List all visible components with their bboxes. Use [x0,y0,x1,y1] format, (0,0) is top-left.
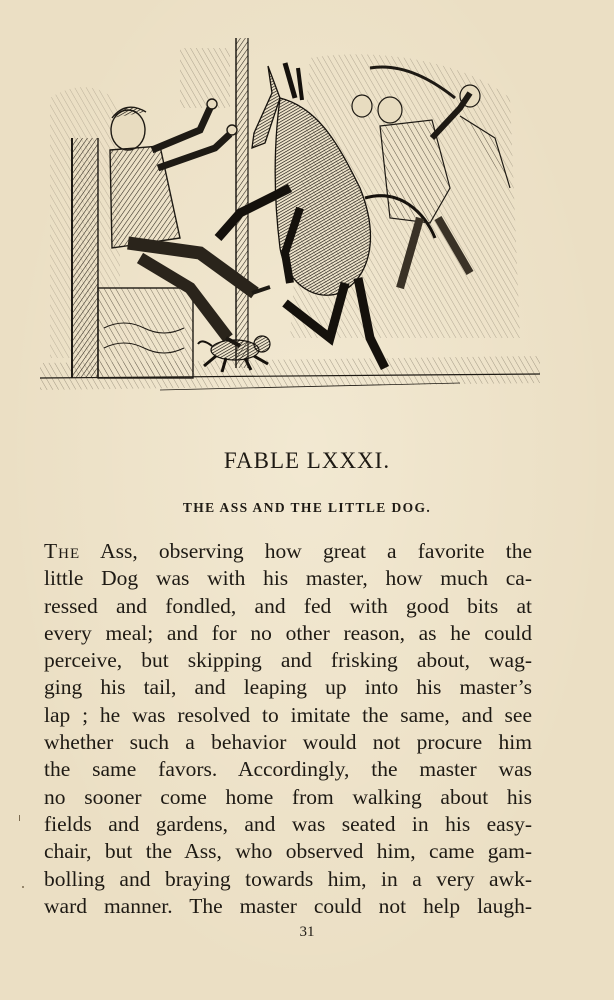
body-line: lap ; he was resolved to imitate the same, and see [44,702,532,727]
body-line: every meal; and for no other reason, as he could [44,620,532,645]
paper-speck [22,886,24,888]
body-line: perceive, but skipping and frisking about, wag- [44,648,532,673]
body-line: ward manner. The master could not help laugh- [44,893,532,918]
body-line: chair, but the Ass, who observed him, came gam- [44,839,532,864]
body-line [44,538,532,565]
fable-illustration [40,38,540,398]
body-line: no sooner come home from walking about his [44,784,532,809]
paper-speck [19,815,20,821]
body-line: whether such a behavior would not procure him [44,730,532,755]
page-number: 31 [299,924,315,940]
body-line: little Dog was with his master, how much ca- [44,566,532,591]
body-line: ging his tail, and leaping up into his master’s [44,675,532,700]
body-line-text: Ass, observing how great a favorite the [80,539,532,563]
body-line: ressed and fondled, and fed with good bits at [44,593,532,618]
body-line: the same favors. Accordingly, the master was [44,757,532,782]
body-line: fields and gardens, and was seated in his easy- [44,811,532,836]
drop-word: The [44,539,81,563]
fable-subtitle: THE ASS AND THE LITTLE DOG. [182,500,432,515]
fable-title: FABLE LXXXI. [223,448,391,473]
fable-body [44,538,532,920]
body-line: bolling and braying towards him, in a very awk- [44,866,532,891]
